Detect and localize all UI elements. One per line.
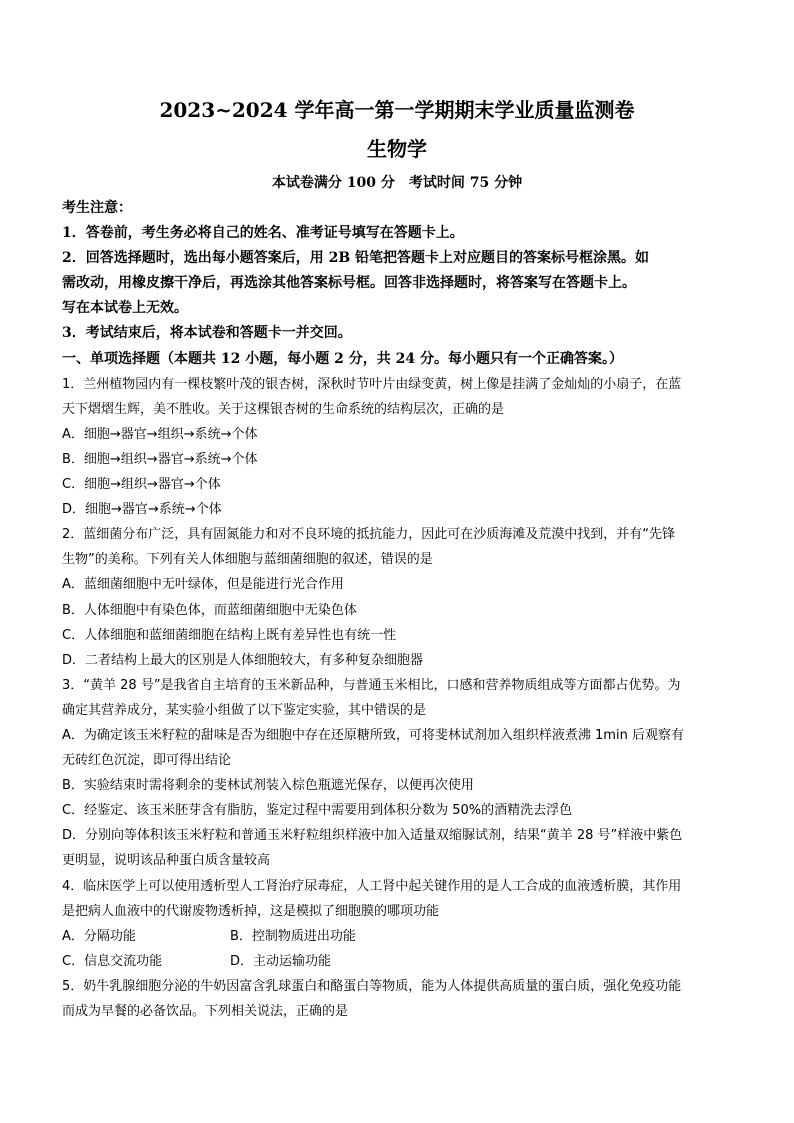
- question-2-option-c: C．人体细胞和蓝细菌细胞在结构上既有差异性也有统一性: [62, 627, 397, 643]
- question-1-option-b: B．细胞→组织→器官→系统→个体: [62, 451, 258, 467]
- question-4-stem: 是把病人血液中的代谢废物透析掉，这是模拟了细胞膜的哪项功能: [62, 903, 440, 919]
- question-2-option-b: B．人体细胞中有染色体，而蓝细菌细胞中无染色体: [62, 602, 357, 618]
- question-4-option-a: A．分隔功能: [62, 928, 136, 944]
- question-1-stem: 天下熠熠生辉，美不胜收。关于这棵银杏树的生命系统的结构层次，正确的是: [62, 401, 505, 417]
- subject-title: 生物学: [367, 137, 427, 161]
- question-2-stem: 生物”的美称。下列有关人体细胞与蓝细菌细胞的叙述，错误的是: [62, 552, 433, 568]
- notice-item: 1．答卷前，考生务必将自己的姓名、准考证号填写在答题卡上。: [62, 225, 464, 242]
- question-4-options-row: [62, 924, 738, 949]
- question-2-option-d: D．二者结构上最大的区别是人体细胞较大，有多种复杂细胞器: [62, 652, 424, 668]
- question-2-option-a: A．蓝细菌细胞中无叶绿体，但是能进行光合作用: [62, 577, 344, 593]
- question-3-option-a-cont: 无砖红色沉淀，即可得出结论: [62, 753, 232, 769]
- question-4-options-row: [62, 949, 738, 974]
- exam-title: 2023~2024 学年高一第一学期期末学业质量监测卷: [159, 98, 635, 122]
- question-3-option-d: D．分别向等体积该玉米籽粒和普通玉米籽粒组织样液中加入适量双缩脲试剂，结果“黄羊 28 号”样液中紫色: [62, 828, 683, 844]
- section-heading: 一、单项选择题（本题共 12 小题，每小题 2 分，共 24 分。每小题只有一个正确答案。）: [62, 350, 623, 367]
- question-3-option-c: C．经鉴定、该玉米胚芽含有脂肪，鉴定过程中需要用到体积分数为 50%的酒精洗去浮色: [62, 803, 573, 819]
- question-3-stem: 3．“黄羊 28 号”是我省自主培育的玉米新品种，与普通玉米相比，口感和营养物质组成等方面都占优势。为: [62, 677, 681, 693]
- notice-item: 2．回答选择题时，选出每小题答案后，用 2B 铅笔把答题卡上对应题目的答案标号框涂黑。如: [62, 250, 650, 267]
- notice-item: 需改动，用橡皮擦干净后，再选涂其他答案标号框。回答非选择题时，将答案写在答题卡上。: [62, 275, 636, 292]
- exam-body: [62, 196, 738, 1024]
- question-1-option-a: A．细胞→器官→组织→系统→个体: [62, 426, 258, 442]
- question-4-option-b: B．控制物质进出功能: [230, 928, 356, 944]
- notice-heading: 考生注意：: [62, 200, 132, 216]
- question-5-stem: 而成为早餐的必备饮品。下列相关说法，正确的是: [62, 1004, 349, 1019]
- exam-meta: 本试卷满分 100 分 考试时间 75 分钟: [271, 175, 523, 191]
- question-3-stem: 确定其营养成分，某实验小组做了以下鉴定实验，其中错误的是: [62, 702, 427, 718]
- question-3-option-b: B．实验结束时需将剩余的斐林试剂装入棕色瓶遮光保存，以便再次使用: [62, 778, 474, 794]
- question-1-stem: 1．兰州植物园内有一棵枝繁叶茂的银杏树，深秋时节叶片由绿变黄，树上像是挂满了金灿灿的小扇子，在蓝: [62, 376, 682, 392]
- question-2-stem: 2．蓝细菌分布广泛，具有固氮能力和对不良环境的抵抗能力，因此可在沙质海滩及荒漠中找到，并有“先锋: [62, 527, 676, 543]
- question-3-option-d-cont: 更明显，说明该品种蛋白质含量较高: [62, 853, 271, 869]
- question-5-stem: 5．奶牛乳腺细胞分泌的牛奶因富含乳球蛋白和酪蛋白等物质，能为人体提供高质量的蛋白质，强化免疫功能: [62, 978, 682, 994]
- question-3-option-a: A．为确定该玉米籽粒的甜味是否为细胞中存在还原糖所致，可将斐林试剂加入组织样液煮沸 1min 后观察有: [62, 727, 684, 743]
- question-4-stem: 4．临床医学上可以使用透析型人工肾治疗尿毒症，人工肾中起关键作用的是人工合成的血液透析膜，其作用: [62, 878, 682, 894]
- notice-item: 写在本试卷上无效。: [62, 300, 188, 317]
- question-1-option-d: D．细胞→器官→系统→个体: [62, 502, 222, 518]
- question-1-option-c: C．细胞→组织→器官→个体: [62, 477, 221, 493]
- question-4-option-d: D．主动运输功能: [230, 953, 332, 969]
- question-4-option-c: C．信息交流功能: [62, 953, 163, 969]
- notice-item: 3．考试结束后，将本试卷和答题卡一并交回。: [62, 325, 352, 342]
